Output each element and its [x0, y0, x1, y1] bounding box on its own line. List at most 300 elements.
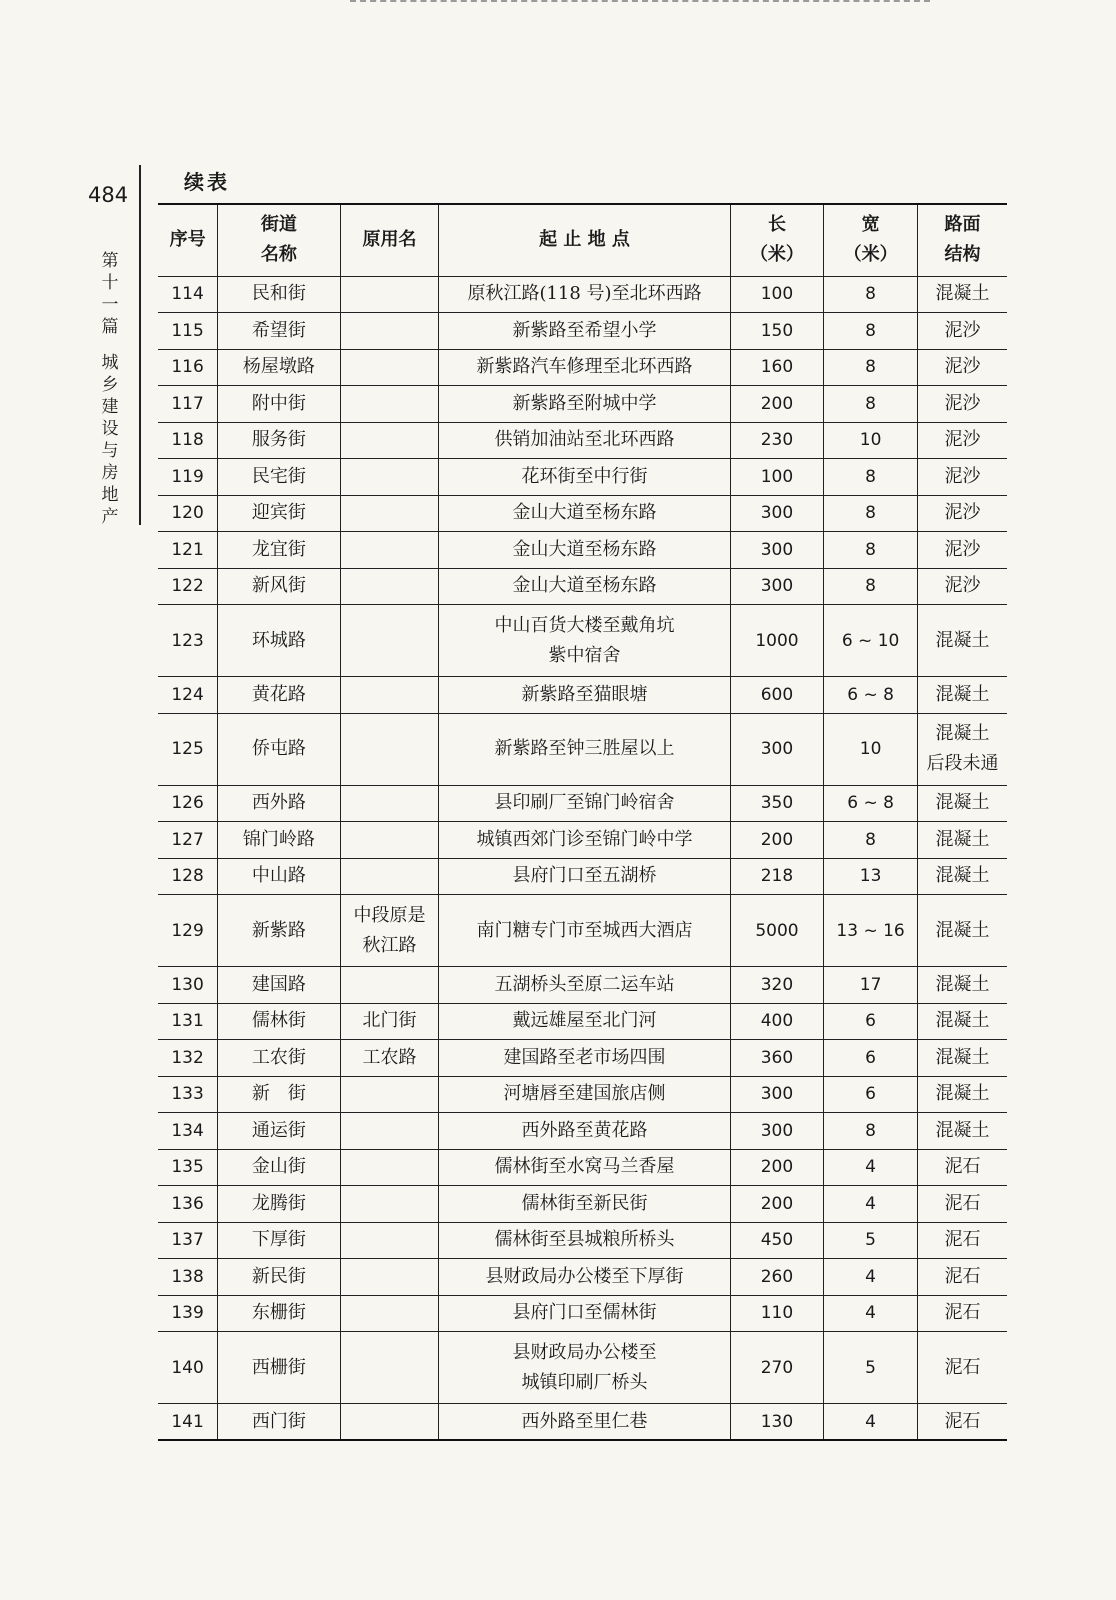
- header-route: [439, 204, 730, 276]
- cell-seq: 118: [158, 422, 218, 459]
- cell-route: [439, 495, 730, 532]
- cell-street-name: 新风街: [218, 568, 340, 605]
- cell-surface: [917, 822, 1007, 859]
- cell-line: 新紫路至钟三胜屋以上: [494, 738, 675, 759]
- cell-old-name: [340, 386, 439, 423]
- cell-route: [439, 605, 730, 677]
- cell-length: 150: [730, 313, 824, 350]
- cell-line: 金山大道至杨东路: [512, 538, 657, 560]
- cell-seq: 137: [158, 1222, 218, 1259]
- cell-route: [439, 1076, 730, 1113]
- header-length: [730, 204, 824, 276]
- cell-line: 混凝土: [935, 723, 990, 744]
- cell-seq: 120: [158, 495, 218, 532]
- cell-width: 8: [824, 349, 918, 386]
- cell-width: 13 ~ 16: [824, 895, 918, 967]
- cell-seq: 117: [158, 386, 218, 423]
- table-row: [158, 459, 1007, 496]
- side-title-char: 房: [101, 463, 119, 483]
- cell-seq: 129: [158, 895, 218, 967]
- cell-line: 建国路至老市场四围: [503, 1046, 666, 1068]
- cell-route: [439, 349, 730, 386]
- cell-street-name: 新 街: [218, 1076, 340, 1113]
- cell-old-name: [340, 1076, 439, 1113]
- cell-route: [439, 386, 730, 423]
- cell-surface: [917, 422, 1007, 459]
- cell-length: 300: [730, 1076, 824, 1113]
- cell-line: 混凝土: [935, 792, 990, 814]
- cell-line: 长: [767, 214, 786, 236]
- table-row: [158, 568, 1007, 605]
- cell-street-name: 侨屯路: [218, 713, 340, 785]
- cell-street-name: 环城路: [218, 605, 340, 677]
- road-table: [158, 203, 1007, 1441]
- cell-width: 4: [824, 1295, 918, 1332]
- cell-surface: [917, 532, 1007, 569]
- cell-width: 13: [824, 858, 918, 895]
- side-title-char: 地: [101, 485, 119, 505]
- cell-street-name: 工农街: [218, 1040, 340, 1077]
- cell-line: 泥沙: [944, 356, 981, 378]
- cell-old-name: [340, 822, 439, 859]
- cell-length: 600: [730, 677, 824, 714]
- cell-seq: 127: [158, 822, 218, 859]
- cell-seq: 128: [158, 858, 218, 895]
- cell-line: 金山大道至杨东路: [512, 575, 657, 597]
- cell-surface: [917, 967, 1007, 1004]
- table-row: [158, 532, 1007, 569]
- cell-old-name: [340, 1222, 439, 1259]
- cell-line: 儒林街至新民街: [521, 1192, 648, 1214]
- table-row: [158, 422, 1007, 459]
- continued-table-label: 续表: [184, 170, 230, 194]
- cell-surface: [917, 1332, 1007, 1404]
- cell-route: [439, 568, 730, 605]
- cell-route: [439, 1259, 730, 1296]
- cell-route: [439, 1040, 730, 1077]
- cell-street-name: 东栅街: [218, 1295, 340, 1332]
- cell-length: 100: [730, 276, 824, 313]
- cell-width: 17: [824, 967, 918, 1004]
- cell-width: 8: [824, 822, 918, 859]
- cell-route: [439, 858, 730, 895]
- cell-line: 序号: [169, 229, 206, 251]
- cell-street-name: 龙腾街: [218, 1186, 340, 1223]
- cell-surface: [917, 1259, 1007, 1296]
- table-row: [158, 967, 1007, 1004]
- cell-line: 南门糖专门市至城西大酒店: [476, 919, 693, 941]
- cell-street-name: 西门街: [218, 1404, 340, 1441]
- cell-line: 新紫路汽车修理至北环西路: [476, 356, 693, 378]
- cell-width: 8: [824, 386, 918, 423]
- cell-old-name: [340, 895, 439, 967]
- cell-line: 混凝土: [935, 683, 990, 705]
- cell-length: 200: [730, 822, 824, 859]
- cell-surface: [917, 1076, 1007, 1113]
- cell-route: [439, 895, 730, 967]
- cell-old-name: [340, 495, 439, 532]
- table-row: [158, 1404, 1007, 1441]
- cell-line: 混凝土: [935, 283, 990, 305]
- cell-surface: [917, 858, 1007, 895]
- cell-seq: 139: [158, 1295, 218, 1332]
- cell-line: 泥沙: [944, 429, 981, 451]
- cell-width: 4: [824, 1259, 918, 1296]
- cell-line: 混凝土: [935, 1010, 990, 1032]
- cell-surface: [917, 1003, 1007, 1040]
- cell-seq: 114: [158, 276, 218, 313]
- header-width: [824, 204, 918, 276]
- cell-width: 6: [824, 1040, 918, 1077]
- table-row: [158, 858, 1007, 895]
- page-number: 484: [88, 183, 129, 207]
- cell-line: 起 止 地 点: [539, 229, 630, 251]
- table-row: [158, 1113, 1007, 1150]
- cell-line: 原用名: [362, 229, 417, 251]
- cell-route: [439, 785, 730, 822]
- cell-line: 北门街: [362, 1010, 417, 1032]
- cell-surface: [917, 495, 1007, 532]
- side-title-char: 与: [101, 441, 119, 461]
- cell-old-name: [340, 1332, 439, 1404]
- cell-width: 6 ~ 8: [824, 785, 918, 822]
- cell-surface: [917, 1186, 1007, 1223]
- cell-street-name: 希望街: [218, 313, 340, 350]
- cell-length: 100: [730, 459, 824, 496]
- side-title-char: 乡: [101, 375, 119, 395]
- table-row: [158, 895, 1007, 967]
- cell-old-name: [340, 858, 439, 895]
- cell-line: 混凝土: [935, 973, 990, 995]
- table-row: [158, 605, 1007, 677]
- cell-old-name: [340, 568, 439, 605]
- cell-route: [439, 1332, 730, 1404]
- cell-line: 县府门口至五湖桥: [512, 865, 657, 887]
- cell-length: 5000: [730, 895, 824, 967]
- cell-surface: [917, 677, 1007, 714]
- cell-street-name: 杨屋墩路: [218, 349, 340, 386]
- cell-line: 城镇印刷厂桥头: [521, 1371, 648, 1393]
- cell-line: 泥沙: [944, 575, 981, 597]
- cell-line: 宽: [861, 214, 880, 236]
- cell-length: 300: [730, 532, 824, 569]
- cell-route: [439, 713, 730, 785]
- cell-route: [439, 1149, 730, 1186]
- cell-street-name: 中山路: [218, 858, 340, 895]
- cell-street-name: 新民街: [218, 1259, 340, 1296]
- cell-length: 300: [730, 713, 824, 785]
- cell-line: 新紫路至猫眼塘: [521, 683, 648, 705]
- cell-width: 10: [824, 713, 918, 785]
- cell-old-name: [340, 459, 439, 496]
- table-row: [158, 495, 1007, 532]
- cell-line: 混凝土: [935, 629, 990, 651]
- cell-old-name: [340, 1003, 439, 1040]
- cell-width: 8: [824, 495, 918, 532]
- table-row: [158, 822, 1007, 859]
- cell-surface: [917, 1149, 1007, 1186]
- side-title-char: 城: [101, 353, 119, 373]
- cell-line: 西外路至里仁巷: [521, 1410, 648, 1432]
- cell-line: 后段未通: [926, 753, 999, 774]
- cell-seq: 141: [158, 1404, 218, 1441]
- cell-line: （米）: [843, 244, 898, 266]
- cell-seq: 135: [158, 1149, 218, 1186]
- cell-street-name: 附中街: [218, 386, 340, 423]
- cell-surface: [917, 713, 1007, 785]
- cell-street-name: 新紫路: [218, 895, 340, 967]
- cell-seq: 132: [158, 1040, 218, 1077]
- cell-seq: 116: [158, 349, 218, 386]
- cell-width: 5: [824, 1222, 918, 1259]
- cell-length: 270: [730, 1332, 824, 1404]
- cell-line: 泥沙: [944, 465, 981, 487]
- cell-seq: 115: [158, 313, 218, 350]
- cell-line: （米）: [749, 244, 804, 266]
- cell-route: [439, 1186, 730, 1223]
- cell-old-name: [340, 1259, 439, 1296]
- cell-length: 1000: [730, 605, 824, 677]
- cell-old-name: [340, 1113, 439, 1150]
- cell-surface: [917, 313, 1007, 350]
- cell-width: 8: [824, 313, 918, 350]
- cell-seq: 133: [158, 1076, 218, 1113]
- header-surface: [917, 204, 1007, 276]
- cell-old-name: [340, 785, 439, 822]
- cell-street-name: 服务街: [218, 422, 340, 459]
- table-row: [158, 1222, 1007, 1259]
- cell-line: 泥石: [944, 1156, 981, 1178]
- cell-line: 中山百货大楼至戴角坑: [494, 614, 675, 636]
- cell-surface: [917, 459, 1007, 496]
- cell-length: 218: [730, 858, 824, 895]
- side-title-char: 建: [101, 397, 119, 417]
- cell-line: 城镇西郊门诊至锦门岭中学: [476, 828, 693, 850]
- cell-line: 泥石: [944, 1192, 981, 1214]
- table-row: [158, 785, 1007, 822]
- cell-seq: 134: [158, 1113, 218, 1150]
- cell-line: 金山大道至杨东路: [512, 502, 657, 524]
- table-body: [158, 276, 1007, 1440]
- cell-width: 4: [824, 1149, 918, 1186]
- cell-line: 泥石: [944, 1229, 981, 1251]
- cell-line: 原秋江路(118 号)至北环西路: [467, 283, 702, 305]
- cell-line: 泥沙: [944, 392, 981, 414]
- cell-old-name: [340, 1295, 439, 1332]
- cell-old-name: [340, 605, 439, 677]
- side-title-char: 篇: [101, 317, 119, 337]
- header-old-name: [340, 204, 439, 276]
- cell-width: 6: [824, 1076, 918, 1113]
- cell-old-name: [340, 349, 439, 386]
- cell-old-name: [340, 677, 439, 714]
- side-title-char: 设: [101, 419, 119, 439]
- table-row: [158, 1332, 1007, 1404]
- cell-seq: 125: [158, 713, 218, 785]
- cell-width: 6: [824, 1003, 918, 1040]
- cell-line: 五湖桥头至原二运车站: [494, 973, 675, 995]
- table-row: [158, 1003, 1007, 1040]
- cell-surface: [917, 785, 1007, 822]
- cell-line: 混凝土: [935, 1119, 990, 1141]
- cell-line: 名称: [260, 244, 297, 266]
- table-row: [158, 1295, 1007, 1332]
- cell-route: [439, 822, 730, 859]
- cell-line: 县财政局办公楼至下厚街: [485, 1265, 684, 1287]
- cell-seq: 122: [158, 568, 218, 605]
- cell-line: 混凝土: [935, 919, 990, 941]
- cell-old-name: [340, 1040, 439, 1077]
- table-row: [158, 349, 1007, 386]
- cell-line: 县印刷厂至锦门岭宿舍: [494, 792, 675, 814]
- cell-line: 河塘唇至建国旅店侧: [503, 1083, 666, 1105]
- cell-length: 110: [730, 1295, 824, 1332]
- cell-line: 西外路至黄花路: [521, 1119, 648, 1141]
- cell-width: 4: [824, 1186, 918, 1223]
- cell-length: 300: [730, 495, 824, 532]
- cell-line: 新紫路至希望小学: [512, 319, 657, 341]
- table-row: [158, 1149, 1007, 1186]
- cell-line: 秋江路: [362, 934, 417, 956]
- cell-surface: [917, 386, 1007, 423]
- cell-surface: [917, 1222, 1007, 1259]
- cell-length: 200: [730, 386, 824, 423]
- cell-seq: 123: [158, 605, 218, 677]
- cell-surface: [917, 605, 1007, 677]
- cell-surface: [917, 1404, 1007, 1441]
- cell-line: 县府门口至儒林街: [512, 1302, 657, 1324]
- cell-street-name: 金山街: [218, 1149, 340, 1186]
- cell-street-name: 龙宜街: [218, 532, 340, 569]
- cell-length: 260: [730, 1259, 824, 1296]
- cell-width: 10: [824, 422, 918, 459]
- cell-route: [439, 677, 730, 714]
- side-title-char: 第: [101, 251, 119, 271]
- cell-street-name: 民和街: [218, 276, 340, 313]
- cell-street-name: 西外路: [218, 785, 340, 822]
- cell-surface: [917, 895, 1007, 967]
- table-header-row: [158, 204, 1007, 276]
- cell-line: 泥石: [944, 1356, 981, 1378]
- cell-line: 儒林街至水窝马兰香屋: [494, 1156, 675, 1178]
- table-row: [158, 386, 1007, 423]
- cell-length: 200: [730, 1149, 824, 1186]
- cell-width: 8: [824, 276, 918, 313]
- cell-old-name: [340, 1149, 439, 1186]
- table-row: [158, 313, 1007, 350]
- cell-seq: 138: [158, 1259, 218, 1296]
- cell-route: [439, 1404, 730, 1441]
- cell-length: 130: [730, 1404, 824, 1441]
- side-title-char: 十: [101, 273, 119, 293]
- cell-line: 泥沙: [944, 538, 981, 560]
- cell-route: [439, 313, 730, 350]
- table-row: [158, 1076, 1007, 1113]
- cell-seq: 121: [158, 532, 218, 569]
- cell-seq: 126: [158, 785, 218, 822]
- cell-seq: 136: [158, 1186, 218, 1223]
- cell-seq: 131: [158, 1003, 218, 1040]
- cell-length: 450: [730, 1222, 824, 1259]
- cell-line: 新紫路至附城中学: [512, 392, 657, 414]
- table-row: [158, 1040, 1007, 1077]
- cell-route: [439, 967, 730, 1004]
- cell-length: 360: [730, 1040, 824, 1077]
- table-row: [158, 713, 1007, 785]
- cell-line: 工农路: [362, 1046, 417, 1068]
- cell-width: 8: [824, 532, 918, 569]
- cell-length: 320: [730, 967, 824, 1004]
- chapter-side-title: [98, 250, 122, 528]
- cell-line: 混凝土: [935, 1083, 990, 1105]
- cell-width: 6 ~ 8: [824, 677, 918, 714]
- table-row: [158, 677, 1007, 714]
- cell-line: 紫中宿舍: [548, 644, 621, 666]
- cell-length: 350: [730, 785, 824, 822]
- cell-line: 混凝土: [935, 1046, 990, 1068]
- cell-width: 8: [824, 568, 918, 605]
- cell-width: 5: [824, 1332, 918, 1404]
- cell-line: 泥石: [944, 1302, 981, 1324]
- cell-line: 花环街至中行街: [521, 465, 648, 487]
- cell-line: 路面: [944, 214, 981, 236]
- cell-route: [439, 1113, 730, 1150]
- cell-line: 泥石: [944, 1265, 981, 1287]
- cell-route: [439, 532, 730, 569]
- cell-street-name: 迎宾街: [218, 495, 340, 532]
- cell-line: 戴远雄屋至北门河: [512, 1010, 657, 1032]
- cell-line: 泥沙: [944, 319, 981, 341]
- cell-route: [439, 1295, 730, 1332]
- cell-length: 300: [730, 568, 824, 605]
- cell-street-name: 通运街: [218, 1113, 340, 1150]
- cell-street-name: 下厚街: [218, 1222, 340, 1259]
- cell-old-name: [340, 422, 439, 459]
- cell-street-name: 儒林街: [218, 1003, 340, 1040]
- cell-surface: [917, 276, 1007, 313]
- cell-length: 200: [730, 1186, 824, 1223]
- cell-route: [439, 1222, 730, 1259]
- cell-old-name: [340, 276, 439, 313]
- cell-route: [439, 459, 730, 496]
- cell-line: 混凝土: [935, 865, 990, 887]
- cell-street-name: 民宅街: [218, 459, 340, 496]
- top-dashed-rule: [350, 0, 930, 2]
- side-title-char: 产: [101, 507, 119, 527]
- cell-route: [439, 1003, 730, 1040]
- cell-line: 县财政局办公楼至: [512, 1341, 657, 1363]
- cell-line: 街道: [260, 214, 297, 236]
- cell-line: 泥沙: [944, 502, 981, 524]
- cell-surface: [917, 1295, 1007, 1332]
- cell-line: 中段原是: [353, 904, 426, 926]
- cell-line: 泥石: [944, 1410, 981, 1432]
- cell-seq: 124: [158, 677, 218, 714]
- cell-surface: [917, 1113, 1007, 1150]
- cell-line: 结构: [944, 244, 981, 266]
- cell-length: 300: [730, 1113, 824, 1150]
- cell-street-name: 锦门岭路: [218, 822, 340, 859]
- cell-route: [439, 276, 730, 313]
- cell-line: 混凝土: [935, 828, 990, 850]
- cell-old-name: [340, 967, 439, 1004]
- cell-street-name: 西栅街: [218, 1332, 340, 1404]
- header-seq: [158, 204, 218, 276]
- cell-width: 4: [824, 1404, 918, 1441]
- cell-surface: [917, 349, 1007, 386]
- side-title-char: [98, 338, 122, 352]
- side-title-char: 一: [101, 295, 119, 315]
